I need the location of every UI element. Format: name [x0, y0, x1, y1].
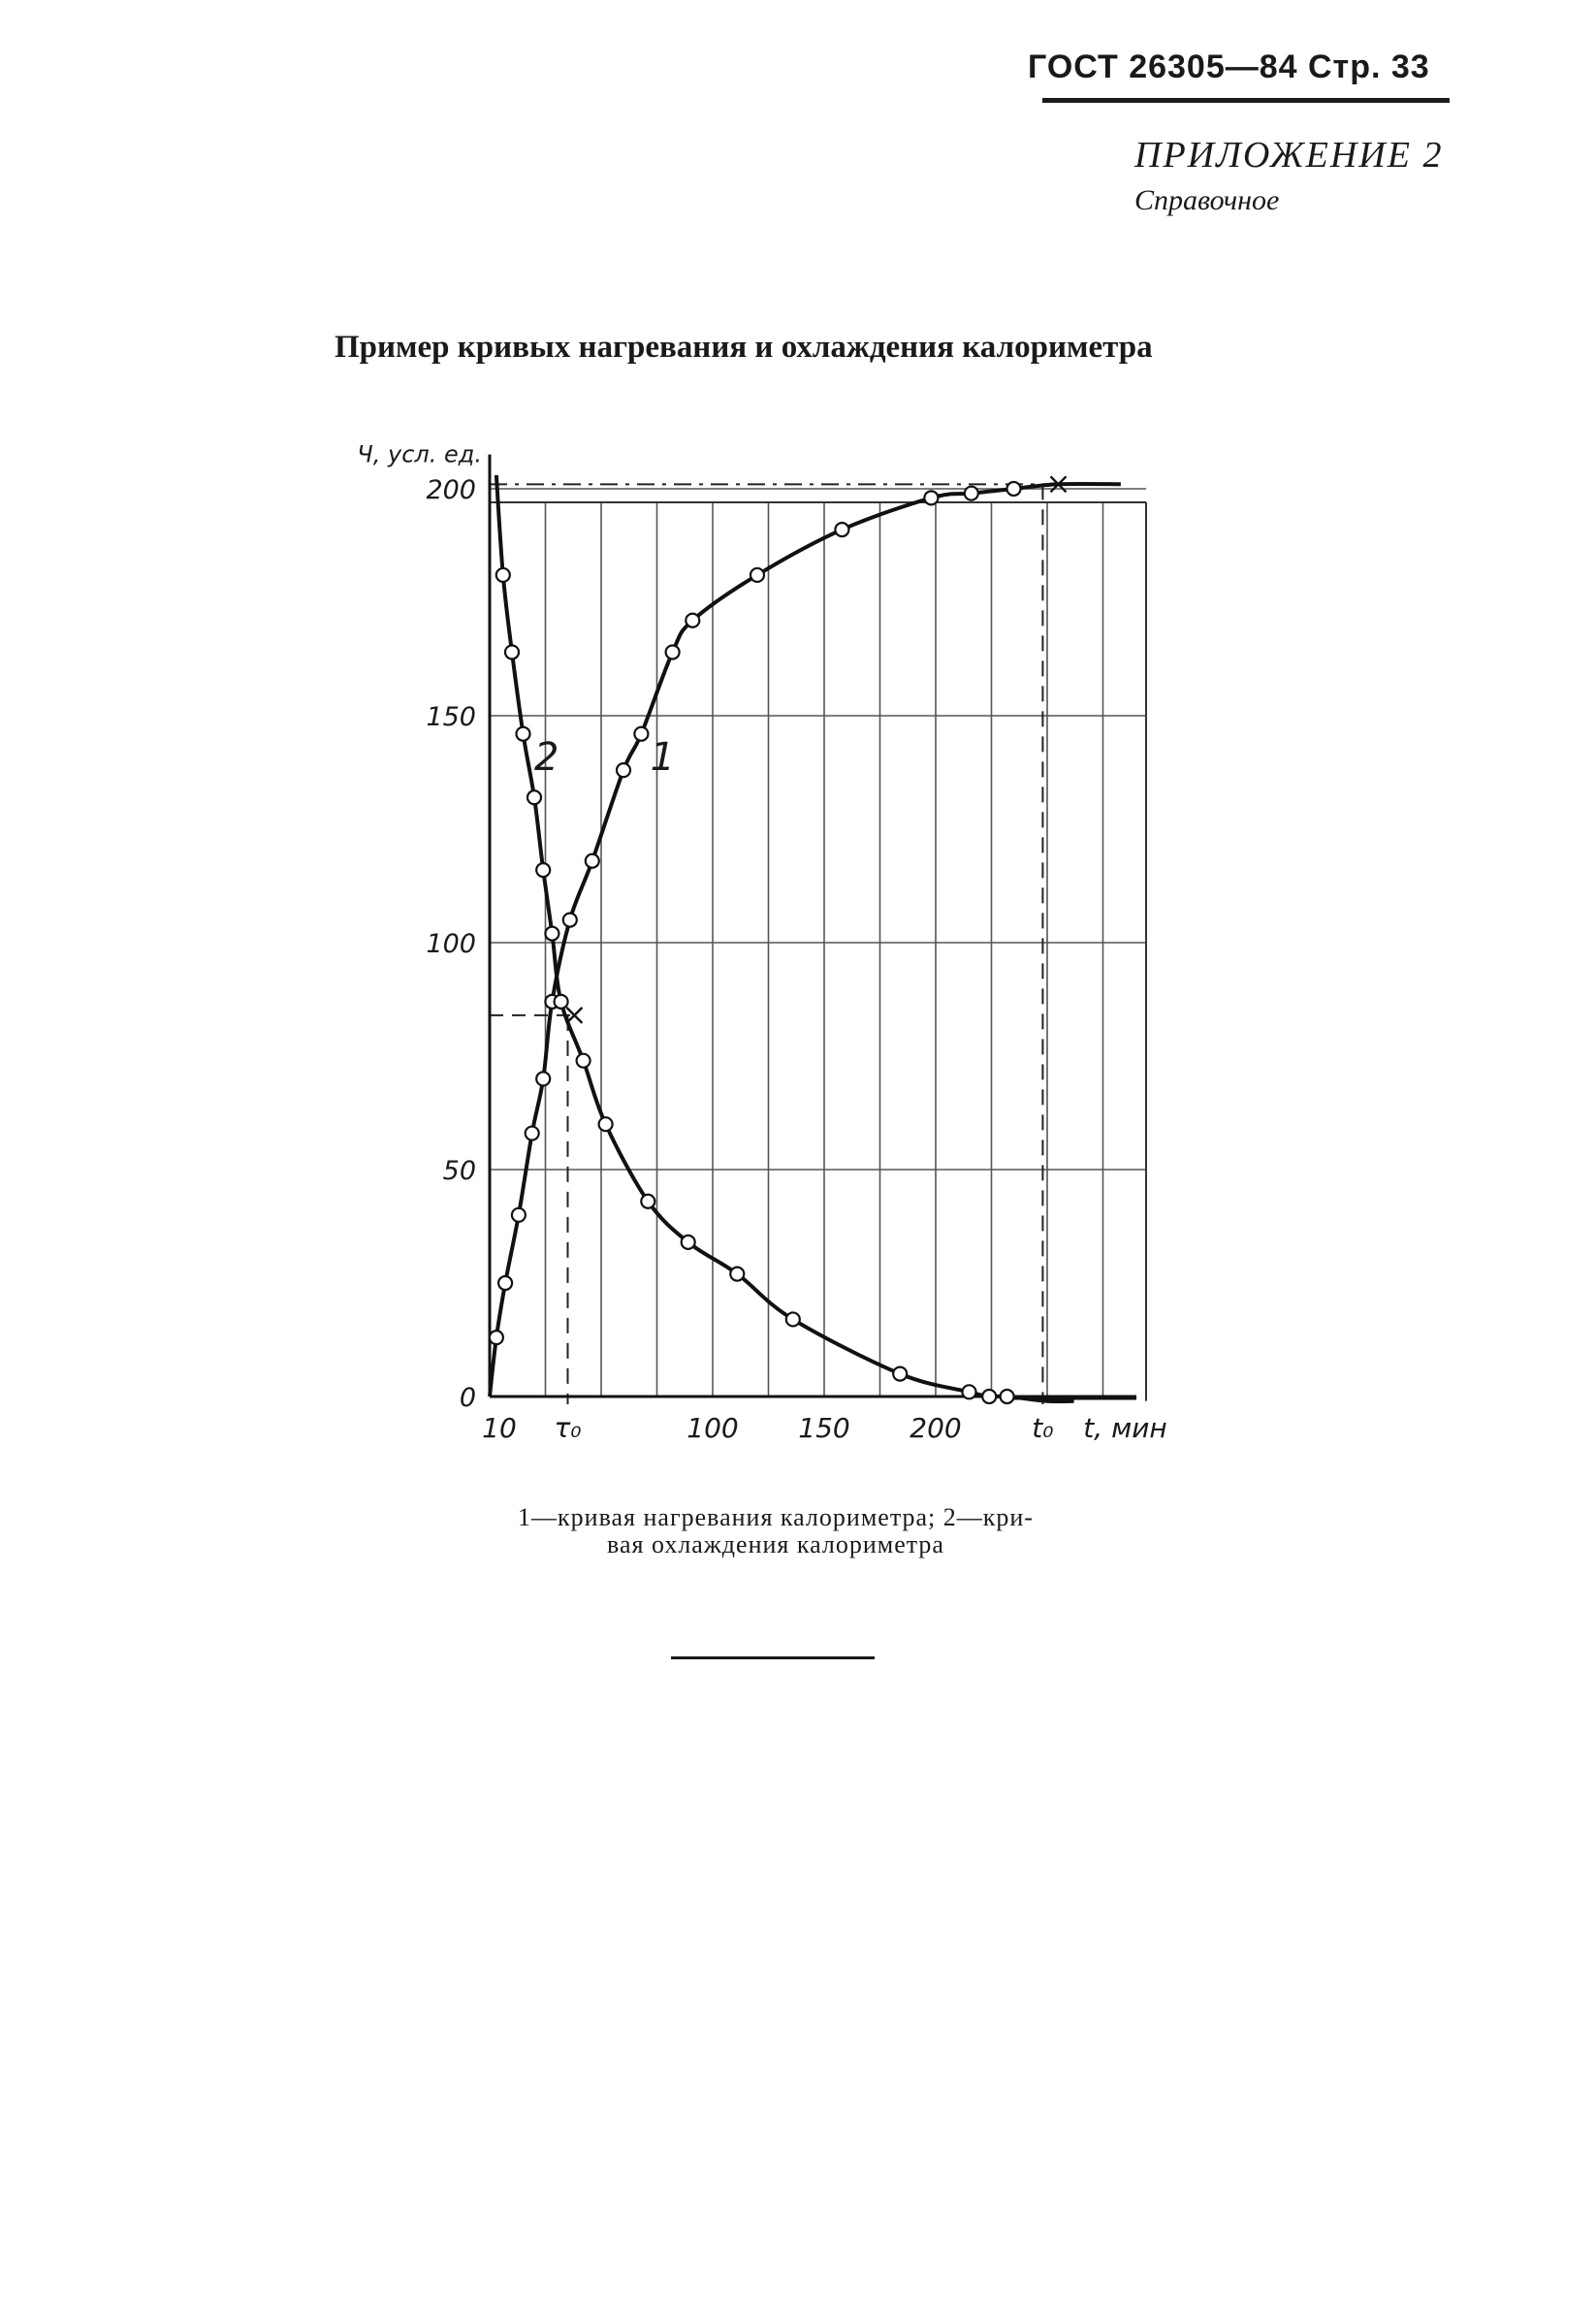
series-1-point-8 [617, 763, 630, 777]
series-1-point-4 [536, 1072, 550, 1085]
y-tick-label-100: 100 [426, 929, 476, 959]
x-tick-label-6: t, мин [1083, 1412, 1167, 1444]
chart-axes [490, 455, 1136, 1398]
series-2-point-5 [545, 927, 559, 941]
series-2-point-11 [730, 1268, 744, 1281]
x-tick-label-3: 150 [798, 1412, 850, 1444]
series-2-point-4 [536, 863, 550, 877]
chart-grid [490, 489, 1146, 1401]
y-tick-label-200: 200 [426, 475, 476, 505]
series-1-point-10 [666, 645, 680, 658]
series-2-point-12 [786, 1312, 800, 1326]
x-tick-label-4: 200 [910, 1412, 962, 1444]
x-tick-label-1: τ₀ [554, 1412, 582, 1444]
series-1-point-15 [965, 487, 978, 500]
end-rule [671, 1656, 875, 1659]
series-2-point-16 [1001, 1390, 1014, 1403]
y-tick-label-50: 50 [442, 1156, 476, 1186]
series-1-point-11 [686, 614, 699, 627]
series-2-point-0 [496, 568, 510, 582]
y-tick-label-0: 0 [459, 1383, 476, 1413]
figure-title: Пример кривых нагревания и охлаждения калориметра [335, 330, 1153, 365]
series-2-point-15 [982, 1390, 996, 1403]
series-1-point-12 [750, 568, 764, 582]
figure-caption-line-2: вая охлаждения калориметра [607, 1530, 944, 1558]
series-2-point-1 [505, 645, 519, 658]
series-2-point-2 [517, 727, 530, 741]
series-line-2 [496, 475, 1074, 1401]
series-2-point-7 [577, 1054, 591, 1068]
reference-lines [490, 484, 1059, 1404]
chart-series [490, 475, 1121, 1403]
series-2-point-8 [599, 1117, 613, 1131]
series-2-point-13 [893, 1367, 907, 1381]
series-2-point-10 [682, 1236, 695, 1249]
series-1-point-7 [586, 854, 599, 868]
series-1-point-0 [490, 1331, 503, 1344]
series-2-point-9 [641, 1195, 654, 1208]
series-1-point-6 [563, 914, 577, 927]
x-tick-label-0: 10 [482, 1412, 517, 1444]
series-2-point-14 [963, 1385, 976, 1398]
series-line-1 [490, 484, 1121, 1397]
x-tick-label-2: 100 [686, 1412, 739, 1444]
y-axis-label: Ч, усл. ед. [357, 440, 482, 468]
series-1-point-9 [634, 727, 648, 741]
series-2-point-6 [555, 995, 568, 1009]
series-1-point-3 [526, 1127, 539, 1140]
appendix-title: ПРИЛОЖЕНИЕ 2 [1134, 135, 1444, 176]
series-1-point-16 [1007, 482, 1021, 496]
document-header-code: ГОСТ 26305—84 Стр. 33 [1028, 48, 1430, 85]
figure-caption-line-1: 1—кривая нагревания калориметра; 2—кри- [518, 1503, 1034, 1531]
series-label-2: 2 [534, 735, 559, 781]
series-2-point-3 [527, 790, 541, 804]
y-tick-label-150: 150 [426, 702, 476, 732]
series-label-1: 1 [650, 735, 676, 781]
series-1-point-1 [498, 1276, 512, 1290]
series-1-point-13 [835, 523, 848, 536]
series-1-point-2 [512, 1208, 526, 1222]
appendix-subtitle: Справочное [1134, 184, 1280, 216]
series-1-point-14 [924, 491, 938, 504]
x-tick-label-5: t₀ [1032, 1412, 1054, 1444]
